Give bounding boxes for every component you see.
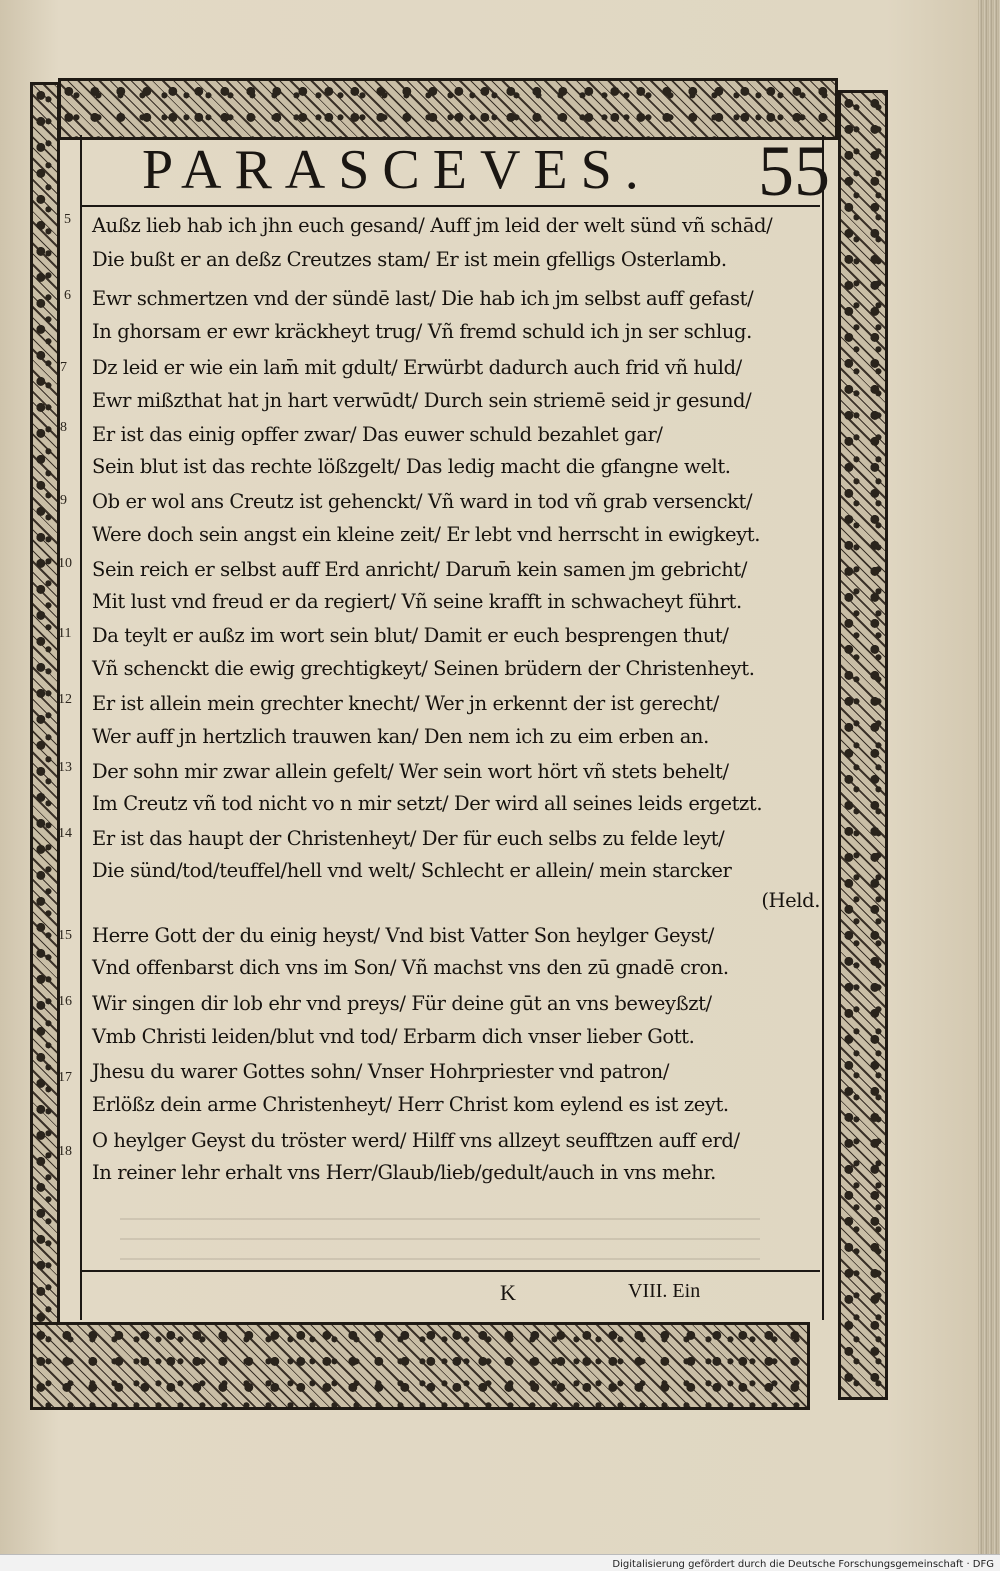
ornament-top-border xyxy=(58,78,838,140)
page-edges xyxy=(978,0,1000,1571)
verse-line: Ewr schmertzen vnd der sündē last/ Die hab ich jm selbst auff gefast/ xyxy=(92,287,754,310)
verse-line: Er ist das einig opffer zwar/ Das euwer schuld bezahlet gar/ xyxy=(92,423,663,446)
verse-number: 10 xyxy=(58,556,72,571)
page-number: 55 xyxy=(758,131,830,211)
verse-line: Mit lust vnd freud er da regiert/ Vñ seine krafft in schwacheyt führt. xyxy=(92,590,742,613)
verse-line: Vnd offenbarst dich vns im Son/ Vñ machst vns den zū gnadē cron. xyxy=(92,956,729,979)
ornament-left-border xyxy=(30,82,60,1402)
verse-line: In reiner lehr erhalt vns Herr/Glaub/lieb/gedult/auch in vns mehr. xyxy=(92,1161,716,1184)
verse-number: 7 xyxy=(60,360,67,375)
verse-number: 12 xyxy=(58,692,72,707)
verse-line: Were doch sein angst ein kleine zeit/ Er lebt vnd herrscht in ewigkeyt. xyxy=(92,523,761,546)
verse-line: Ewr mißzthat hat jn hart verwūdt/ Durch sein striemē seid jr gesund/ xyxy=(92,389,752,412)
verse-line: Jhesu du warer Gottes sohn/ Vnser Hohrpriester vnd patron/ xyxy=(92,1060,669,1083)
show-through xyxy=(120,1200,760,1260)
verse-line-turnover: (Held. xyxy=(761,889,820,912)
verse-line: Ob er wol ans Creutz ist gehenckt/ Vñ ward in tod vñ grab versenckt/ xyxy=(92,490,753,513)
footer-rule xyxy=(80,1270,820,1272)
verse-line: Herre Gott der du einig heyst/ Vnd bist Vatter Son heylger Geyst/ xyxy=(92,924,714,947)
header-rule xyxy=(80,205,820,207)
verse-line: Im Creutz vñ tod nicht vo n mir setzt/ Der wird all seines leids ergetzt. xyxy=(92,792,763,815)
verse-line: O heylger Geyst du tröster werd/ Hilff vns allzeyt seufftzen auff erd/ xyxy=(92,1129,740,1152)
verse-number: 5 xyxy=(64,212,71,227)
verse-line: Der sohn mir zwar allein gefelt/ Wer sein wort hört vñ stets behelt/ xyxy=(92,760,729,783)
verse-line: Außz lieb hab ich jhn euch gesand/ Auff jm leid der welt sünd vñ schād/ xyxy=(92,214,773,237)
verse-line: Die sünd/tod/teuffel/hell vnd welt/ Schlecht er allein/ mein starcker xyxy=(92,859,732,882)
catchword: VIII. Ein xyxy=(628,1280,701,1302)
verse-line: Dz leid er wie ein lam̄ mit gdult/ Erwürbt dadurch auch frid vñ huld/ xyxy=(92,356,742,379)
verse-number: 17 xyxy=(58,1070,72,1085)
verse-line: In ghorsam er ewr kräckheyt trug/ Vñ fremd schuld ich jn ser schlug. xyxy=(92,320,752,343)
verse-number: 13 xyxy=(58,760,72,775)
verse-line: Er ist allein mein grechter knecht/ Wer jn erkennt der ist gerecht/ xyxy=(92,692,719,715)
verse-line: Erlößz dein arme Christenheyt/ Herr Christ kom eylend es ist zeyt. xyxy=(92,1093,729,1116)
verse-number: 15 xyxy=(58,928,72,943)
verse-line: Wer auff jn hertzlich trauwen kan/ Den nem ich zu eim erben an. xyxy=(92,725,709,748)
ornament-right-border xyxy=(838,90,888,1400)
verse-number: 8 xyxy=(60,420,67,435)
signature-mark: K xyxy=(500,1280,516,1305)
verse-number: 18 xyxy=(58,1144,72,1159)
verse-number: 11 xyxy=(58,626,72,641)
ornament-bottom-border xyxy=(30,1322,810,1410)
credit-text: Digitalisierung gefördert durch die Deutsche Forschungsgemeinschaft · DFG xyxy=(612,1559,994,1570)
verse-line: Er ist das haupt der Christenheyt/ Der für euch selbs zu felde leyt/ xyxy=(92,827,725,850)
verse-line: Da teylt er außz im wort sein blut/ Damit er euch besprengen thut/ xyxy=(92,624,729,647)
verse-number: 14 xyxy=(58,826,72,841)
verse-number: 6 xyxy=(64,288,71,303)
verse-number: 9 xyxy=(60,493,67,508)
verse-line: Die bußt er an deßz Creutzes stam/ Er ist mein gfelligs Osterlamb. xyxy=(92,248,727,271)
verse-line: Wir singen dir lob ehr vnd preys/ Für deine gūt an vns beweyßzt/ xyxy=(92,992,712,1015)
running-head: PARASCEVES. xyxy=(142,139,652,201)
verse-line: Vmb Christi leiden/blut vnd tod/ Erbarm dich vnser lieber Gott. xyxy=(92,1025,695,1048)
verse-line: Sein reich er selbst auff Erd anricht/ Darum̄ kein samen jm gebricht/ xyxy=(92,558,748,581)
verse-number: 16 xyxy=(58,994,72,1009)
credit-bar xyxy=(0,1554,1000,1571)
verse-line: Sein blut ist das rechte lößzgelt/ Das ledig macht die gfangne welt. xyxy=(92,455,731,478)
verse-line: Vñ schenckt die ewig grechtigkeyt/ Seinen brüdern der Christenheyt. xyxy=(92,657,755,680)
